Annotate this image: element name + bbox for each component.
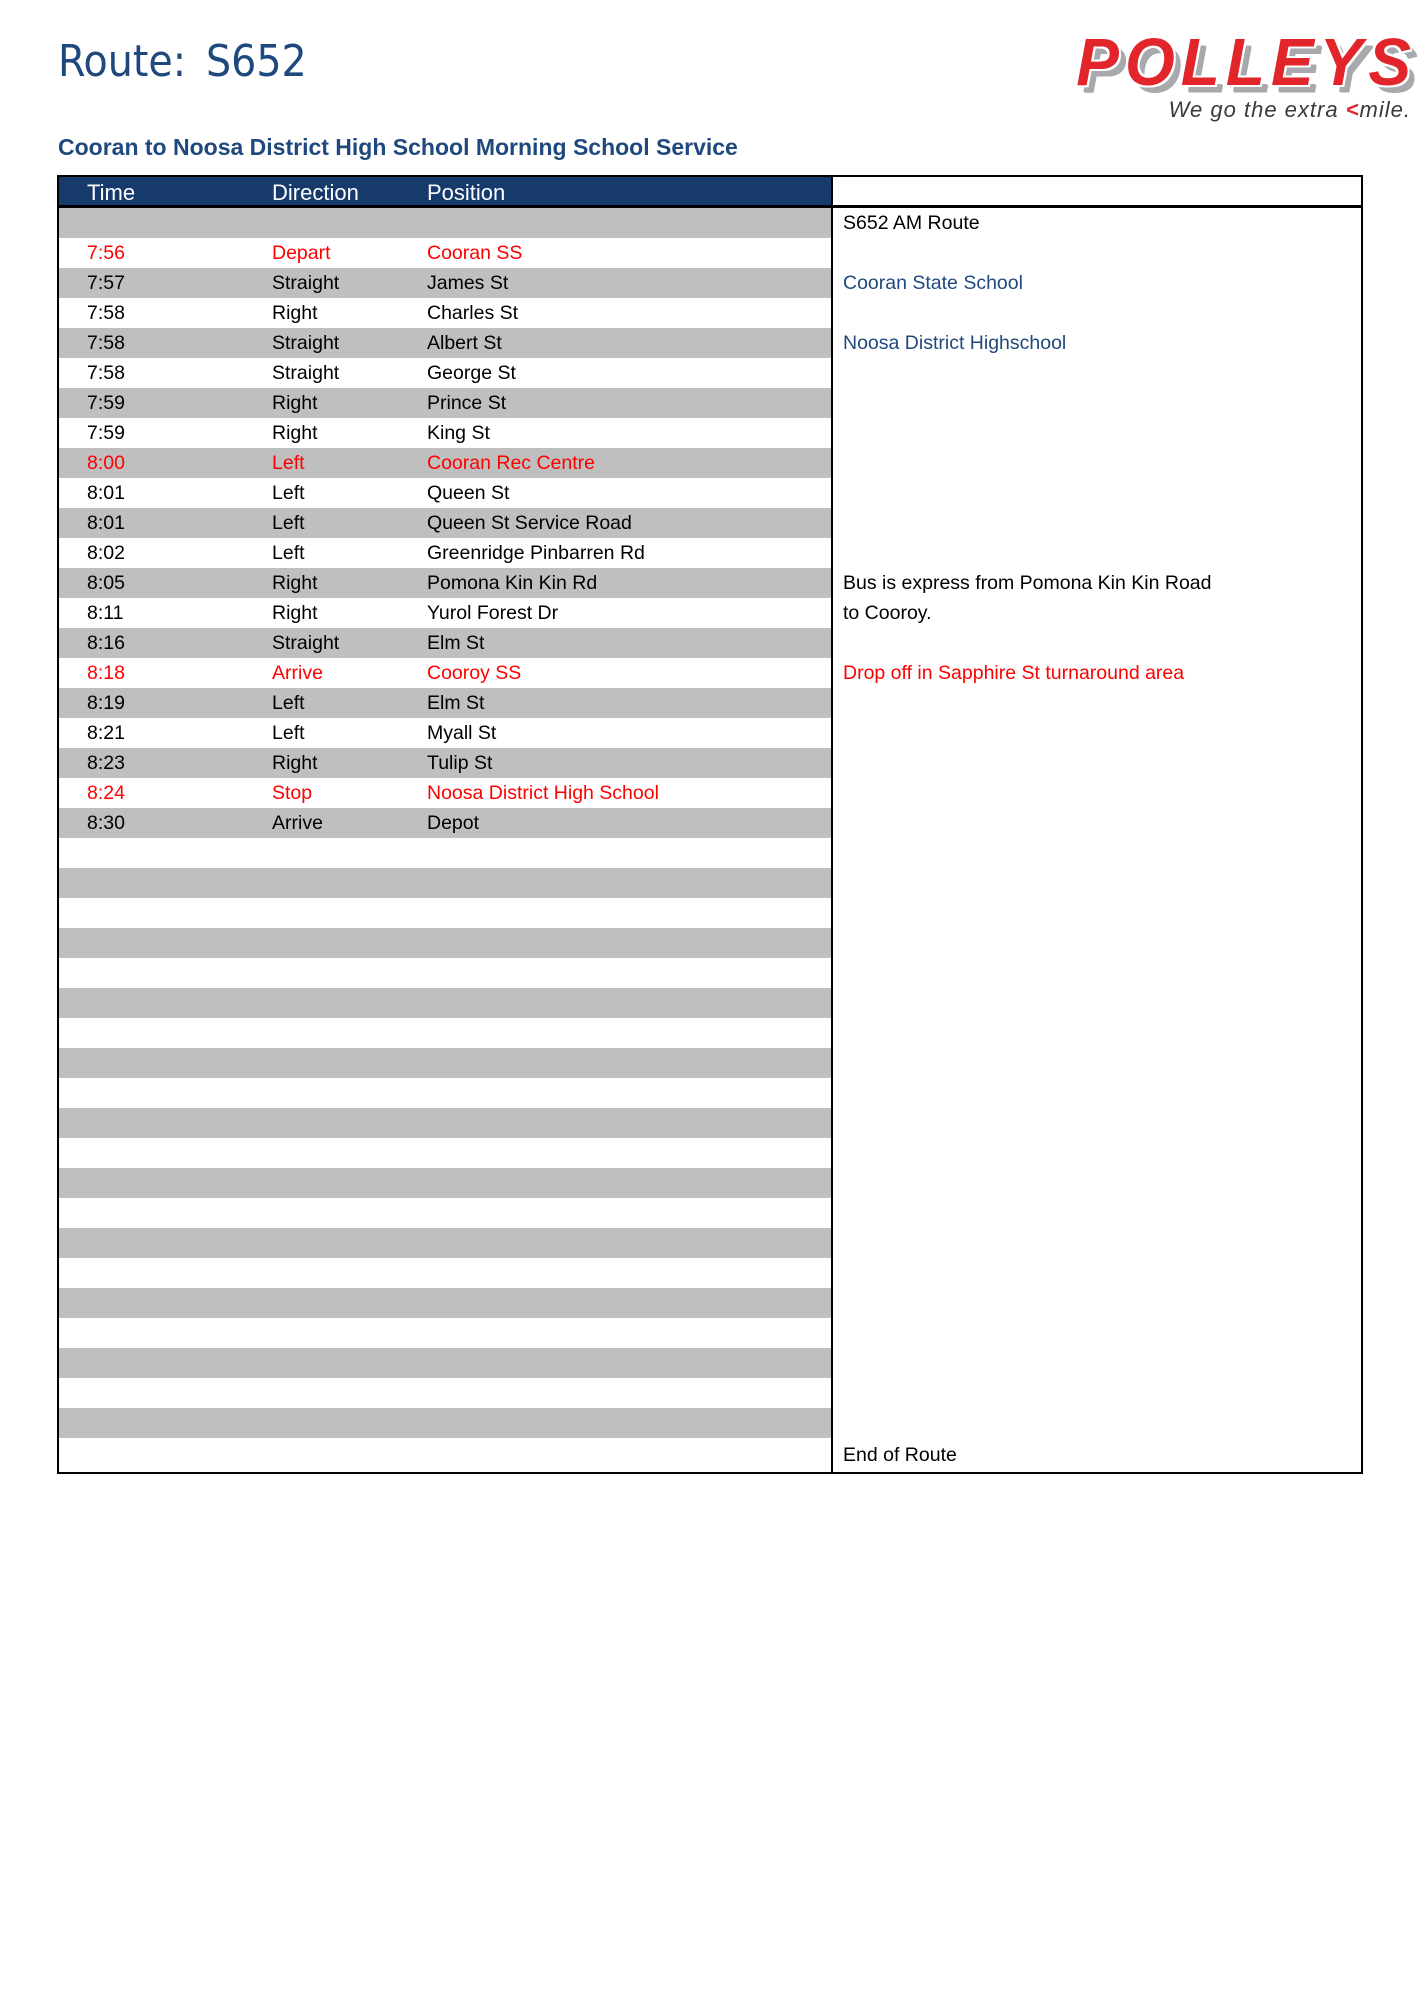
cell-time: 8:24: [87, 782, 125, 804]
table-row: [59, 628, 1361, 658]
cell-note: [831, 298, 1361, 328]
cell-direction: [272, 1108, 427, 1138]
row-left-section: [59, 538, 831, 568]
cell-position: [427, 928, 831, 958]
cell-note: Cooran State School: [831, 268, 1361, 298]
logo-tagline: [877, 97, 1417, 123]
cell-time: 8:23: [87, 752, 125, 774]
row-left-section: [59, 508, 831, 538]
table-row: [59, 1048, 1361, 1078]
row-left-section: [59, 388, 831, 418]
row-left-section: [59, 928, 831, 958]
cell-direction: [272, 1288, 427, 1318]
cell-note: [831, 748, 1361, 778]
table-row: [59, 928, 1361, 958]
cell-direction: [272, 1048, 427, 1078]
table-row: [59, 208, 1361, 238]
table-row: [59, 238, 1361, 268]
cell-note: [831, 718, 1361, 748]
cell-time: 8:30: [87, 812, 125, 834]
cell-position: George St: [427, 362, 516, 384]
table-row: [59, 1228, 1361, 1258]
row-left-section: [59, 358, 831, 388]
cell-time: [59, 1288, 272, 1318]
row-left-section: [59, 688, 831, 718]
cell-time: [59, 1378, 272, 1408]
table-row: [59, 1378, 1361, 1408]
cell-note: Noosa District Highschool: [831, 328, 1361, 358]
row-left-section: [59, 448, 831, 478]
cell-position: Cooran SS: [427, 242, 523, 264]
cell-note: [831, 958, 1361, 988]
cell-note: [831, 1108, 1361, 1138]
cell-time: [59, 1348, 272, 1378]
cell-direction: Straight: [272, 362, 340, 384]
cell-position: Depot: [427, 812, 480, 834]
cell-note: [831, 1258, 1361, 1288]
cell-direction: [272, 1198, 427, 1228]
cell-note: [831, 538, 1361, 568]
table-row: [59, 1318, 1361, 1348]
cell-time: 8:19: [87, 692, 125, 714]
cell-note: Bus is express from Pomona Kin Kin Road: [831, 568, 1361, 598]
cell-time: 8:02: [87, 542, 125, 564]
table-row: [59, 1258, 1361, 1288]
cell-time: [59, 1408, 272, 1438]
row-left-section: [59, 1228, 831, 1258]
cell-direction: Left: [272, 512, 305, 534]
header-time: Time: [87, 180, 136, 205]
cell-time: 7:59: [87, 392, 125, 414]
table-row: [59, 658, 1361, 688]
cell-time: [59, 868, 272, 898]
cell-note: [831, 838, 1361, 868]
cell-position: [427, 1078, 831, 1108]
cell-time: [59, 838, 272, 868]
table-row: [59, 508, 1361, 538]
row-left-section: [59, 418, 831, 448]
cell-note: Drop off in Sapphire St turnaround area: [831, 658, 1361, 688]
service-subtitle: Cooran to Noosa District High School Morning School Service: [58, 134, 738, 160]
row-left-section: [59, 718, 831, 748]
cell-note: [831, 448, 1361, 478]
table-row: [59, 808, 1361, 838]
table-row: [59, 1408, 1361, 1438]
cell-time: 7:56: [87, 242, 125, 264]
cell-direction: [272, 208, 427, 238]
cell-note: [831, 1408, 1361, 1438]
cell-direction: [272, 838, 427, 868]
table-row: [59, 1078, 1361, 1108]
table-header-left: [59, 177, 831, 205]
cell-time: 7:57: [87, 272, 125, 294]
cell-time: 7:59: [87, 422, 125, 444]
cell-note: [831, 1318, 1361, 1348]
table-row: [59, 958, 1361, 988]
table-header-row: [59, 177, 1361, 208]
cell-direction: Left: [272, 692, 305, 714]
cell-direction: Right: [272, 752, 318, 774]
cell-position: Pomona Kin Kin Rd: [427, 572, 598, 594]
cell-direction: Left: [272, 452, 305, 474]
cell-time: [59, 1228, 272, 1258]
cell-position: [427, 1018, 831, 1048]
cell-position: Albert St: [427, 332, 502, 354]
row-left-section: [59, 478, 831, 508]
table-row: [59, 718, 1361, 748]
table-row: [59, 778, 1361, 808]
cell-direction: Left: [272, 482, 305, 504]
cell-note: [831, 508, 1361, 538]
cell-direction: Straight: [272, 332, 340, 354]
cell-time: 8:05: [87, 572, 125, 594]
cell-note: [831, 868, 1361, 898]
cell-direction: Right: [272, 302, 318, 324]
cell-time: [59, 1138, 272, 1168]
cell-position: [427, 1318, 831, 1348]
row-left-section: [59, 1258, 831, 1288]
cell-note: [831, 478, 1361, 508]
cell-direction: [272, 988, 427, 1018]
cell-direction: Right: [272, 572, 318, 594]
cell-time: [59, 1048, 272, 1078]
cell-position: Queen St Service Road: [427, 512, 632, 534]
route-number: S652: [206, 36, 307, 87]
cell-position: [427, 1258, 831, 1288]
row-left-section: [59, 1078, 831, 1108]
table-row: [59, 478, 1361, 508]
table-row: [59, 1018, 1361, 1048]
cell-time: [59, 988, 272, 1018]
table-row: [59, 868, 1361, 898]
cell-position: [427, 1288, 831, 1318]
cell-time: [59, 1258, 272, 1288]
cell-note: [831, 1198, 1361, 1228]
cell-position: [427, 1438, 831, 1472]
cell-direction: [272, 1258, 427, 1288]
cell-note: [831, 1048, 1361, 1078]
cell-note: [831, 1378, 1361, 1408]
cell-time: 8:16: [87, 632, 125, 654]
cell-note: to Cooroy.: [831, 598, 1361, 628]
cell-direction: [272, 1348, 427, 1378]
cell-time: 8:18: [87, 662, 125, 684]
cell-position: [427, 1108, 831, 1138]
cell-time: [59, 928, 272, 958]
table-row: [59, 988, 1361, 1018]
route-label: Route:: [58, 36, 187, 87]
cell-direction: [272, 1408, 427, 1438]
cell-direction: Left: [272, 722, 305, 744]
row-left-section: [59, 778, 831, 808]
cell-direction: [272, 1318, 427, 1348]
cell-direction: [272, 928, 427, 958]
cell-note: [831, 1228, 1361, 1258]
table-row: [59, 298, 1361, 328]
cell-time: [59, 1198, 272, 1228]
cell-direction: Arrive: [272, 662, 323, 684]
cell-position: [427, 1228, 831, 1258]
cell-direction: [272, 1228, 427, 1258]
cell-position: [427, 988, 831, 1018]
cell-note: [831, 1348, 1361, 1378]
table-row: [59, 1198, 1361, 1228]
row-left-section: [59, 1348, 831, 1378]
cell-direction: [272, 1078, 427, 1108]
table-row: [59, 268, 1361, 298]
cell-position: Cooroy SS: [427, 662, 522, 684]
cell-position: [427, 1378, 831, 1408]
cell-note: [831, 358, 1361, 388]
cell-position: Yurol Forest Dr: [427, 602, 559, 624]
row-left-section: [59, 1048, 831, 1078]
row-left-section: [59, 988, 831, 1018]
logo-wordmark: POLLEYS: [1076, 24, 1417, 100]
cell-time: [59, 1168, 272, 1198]
cell-time: [59, 898, 272, 928]
row-left-section: [59, 1288, 831, 1318]
table-row: [59, 358, 1361, 388]
cell-position: Greenridge Pinbarren Rd: [427, 542, 645, 564]
route-table: [57, 175, 1363, 1474]
table-row: [59, 418, 1361, 448]
cell-note: [831, 898, 1361, 928]
cell-note: [831, 688, 1361, 718]
cell-time: [59, 1438, 272, 1472]
cell-time: [59, 1078, 272, 1108]
cell-position: [427, 1198, 831, 1228]
cell-note: [831, 1078, 1361, 1108]
cell-position: James St: [427, 272, 509, 294]
header-direction: Direction: [272, 180, 359, 205]
row-left-section: [59, 628, 831, 658]
cell-position: King St: [427, 422, 490, 444]
cell-note: [831, 1168, 1361, 1198]
row-left-section: [59, 328, 831, 358]
row-left-section: [59, 958, 831, 988]
table-row: [59, 598, 1361, 628]
cell-time: [59, 958, 272, 988]
header-notes: Notes: [831, 177, 1361, 205]
table-row: [59, 1288, 1361, 1318]
cell-position: [427, 1408, 831, 1438]
row-left-section: [59, 598, 831, 628]
cell-note: [831, 778, 1361, 808]
row-left-section: [59, 208, 831, 238]
cell-position: Myall St: [427, 722, 497, 744]
cell-direction: [272, 958, 427, 988]
cell-note: [831, 238, 1361, 268]
cell-position: Queen St: [427, 482, 510, 504]
table-row: [59, 448, 1361, 478]
row-left-section: [59, 1198, 831, 1228]
cell-position: [427, 1168, 831, 1198]
cell-direction: Arrive: [272, 812, 323, 834]
cell-time: 7:58: [87, 362, 125, 384]
row-left-section: [59, 268, 831, 298]
row-left-section: [59, 838, 831, 868]
row-left-section: [59, 568, 831, 598]
row-left-section: [59, 1438, 831, 1472]
cell-direction: Stop: [272, 782, 313, 804]
row-left-section: [59, 1378, 831, 1408]
cell-note: [831, 808, 1361, 838]
cell-direction: Depart: [272, 242, 331, 264]
cell-position: Elm St: [427, 632, 485, 654]
cell-direction: Right: [272, 422, 318, 444]
swoosh-s-icon: <: [1345, 97, 1360, 122]
table-row: [59, 688, 1361, 718]
cell-direction: [272, 1378, 427, 1408]
cell-time: [59, 1108, 272, 1138]
cell-direction: Straight: [272, 272, 340, 294]
cell-position: [427, 838, 831, 868]
tagline-text-right: mile.: [1359, 97, 1411, 122]
cell-direction: [272, 1138, 427, 1168]
row-left-section: [59, 898, 831, 928]
header-position: Position: [427, 180, 506, 205]
cell-time: 8:21: [87, 722, 125, 744]
cell-direction: [272, 898, 427, 928]
row-left-section: [59, 1318, 831, 1348]
cell-note: [831, 928, 1361, 958]
row-left-section: [59, 808, 831, 838]
cell-time: 8:01: [87, 512, 125, 534]
table-row: [59, 1138, 1361, 1168]
cell-position: Noosa District High School: [427, 782, 659, 804]
table-row: [59, 1168, 1361, 1198]
cell-note: [831, 418, 1361, 448]
cell-position: Charles St: [427, 302, 519, 324]
cell-direction: [272, 868, 427, 898]
cell-time: [59, 1318, 272, 1348]
cell-time: [59, 208, 272, 238]
table-row: [59, 538, 1361, 568]
cell-direction: Straight: [272, 632, 340, 654]
cell-time: 8:11: [87, 602, 124, 624]
cell-direction: Right: [272, 392, 318, 414]
row-left-section: [59, 1018, 831, 1048]
cell-position: [427, 1138, 831, 1168]
cell-position: Cooran Rec Centre: [427, 452, 595, 474]
row-left-section: [59, 1408, 831, 1438]
cell-position: Elm St: [427, 692, 485, 714]
cell-position: Prince St: [427, 392, 507, 414]
cell-direction: [272, 1018, 427, 1048]
polleys-logo: [877, 24, 1417, 123]
cell-note: [831, 388, 1361, 418]
table-row: [59, 328, 1361, 358]
table-row: [59, 1108, 1361, 1138]
row-left-section: [59, 748, 831, 778]
row-left-section: [59, 658, 831, 688]
page-title: [58, 36, 307, 87]
cell-position: [427, 958, 831, 988]
table-row: [59, 1348, 1361, 1378]
cell-time: 8:01: [87, 482, 125, 504]
cell-direction: [272, 1438, 427, 1472]
cell-note: S652 AM Route: [831, 208, 1361, 238]
tagline-text-left: We go the extra: [1168, 97, 1346, 122]
cell-position: [427, 898, 831, 928]
cell-direction: Left: [272, 542, 305, 564]
cell-position: [427, 868, 831, 898]
cell-position: Tulip St: [427, 752, 493, 774]
cell-note: [831, 628, 1361, 658]
row-left-section: [59, 1168, 831, 1198]
cell-note: [831, 1018, 1361, 1048]
cell-position: [427, 208, 831, 238]
row-left-section: [59, 238, 831, 268]
row-left-section: [59, 298, 831, 328]
cell-direction: Right: [272, 602, 318, 624]
cell-time: 7:58: [87, 302, 125, 324]
cell-position: [427, 1348, 831, 1378]
row-left-section: [59, 868, 831, 898]
cell-note: [831, 1138, 1361, 1168]
cell-time: 8:00: [87, 452, 125, 474]
row-left-section: [59, 1138, 831, 1168]
table-row: [59, 748, 1361, 778]
table-body: [59, 208, 1361, 1472]
cell-note: [831, 988, 1361, 1018]
cell-direction: [272, 1168, 427, 1198]
table-row: [59, 838, 1361, 868]
cell-time: [59, 1018, 272, 1048]
row-left-section: [59, 1108, 831, 1138]
table-footer-row: [59, 1438, 1361, 1472]
cell-note: End of Route: [831, 1438, 1361, 1472]
table-row: [59, 388, 1361, 418]
cell-time: 7:58: [87, 332, 125, 354]
cell-position: [427, 1048, 831, 1078]
table-row: [59, 898, 1361, 928]
cell-note: [831, 1288, 1361, 1318]
table-row: [59, 568, 1361, 598]
